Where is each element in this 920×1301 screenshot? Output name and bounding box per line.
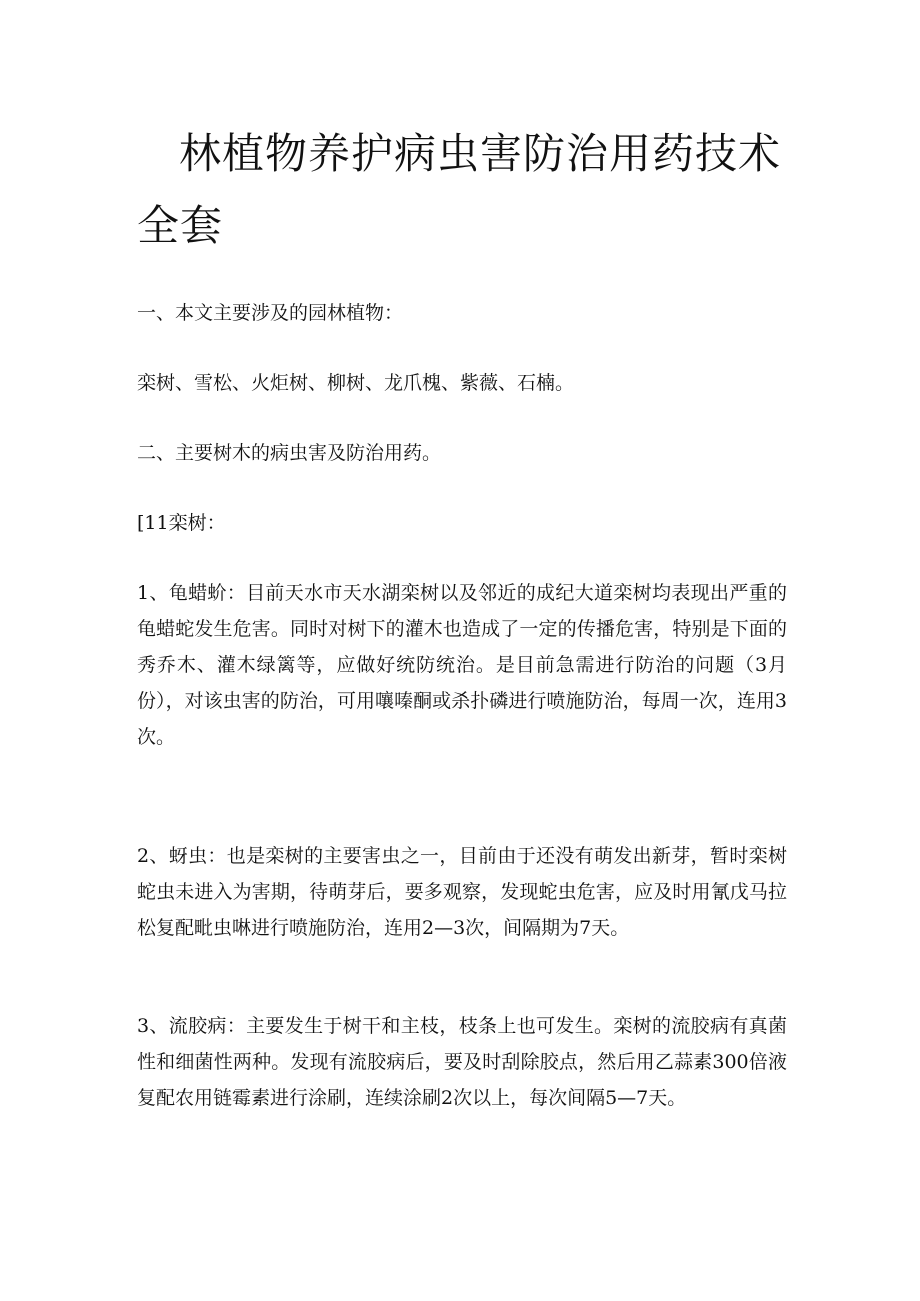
paragraph-item-2: 2、蚜虫：也是栾树的主要害虫之一，目前由于还没有萌发出新芽，暂时栾树蛇虫未进入为害期，待萌芽后，要多观察，发现蛇虫危害，应及时用氰戊马拉松复配毗虫啉进行喷施防治，连用2—3次，间隔期为7天。	[137, 845, 787, 939]
paragraph-item-1: 1、龟蜡蚧：目前天水市天水湖栾树以及邻近的成纪大道栾树均表现出严重的龟蜡蛇发生危害。同时对树下的灌木也造成了一定的传播危害，特别是下面的秀乔木、灌木绿篱等，应做好统防统治。是目前急需进行防治的问题（3月份），对该虫害的防治，可用嚷嗪酮或杀扑磷进行喷施防治，每周一次，连用3次。	[137, 582, 787, 748]
section-heading-plants: 一、本文主要涉及的园林植物：	[137, 302, 404, 324]
paragraph-item-3: 3、流胶病：主要发生于树干和主枝，枝条上也可发生。栾树的流胶病有真菌性和细菌性两种。发现有流胶病后，要及时刮除胶点，然后用乙蒜素300倍液复配农用链霉素进行涂刷，连续涂刷2次以上，每次间隔5—7天。	[137, 1015, 787, 1109]
section-heading-pests: 二、主要树木的病虫害及防治用药。	[137, 442, 442, 464]
document-title: 林植物养护病虫害防治用药技术全套	[137, 129, 782, 250]
plants-list: 栾树、雪松、火炬树、柳树、龙爪槐、紫薇、石楠。	[137, 372, 575, 394]
subsection-heading-luanshu: [11栾树：	[137, 512, 226, 534]
